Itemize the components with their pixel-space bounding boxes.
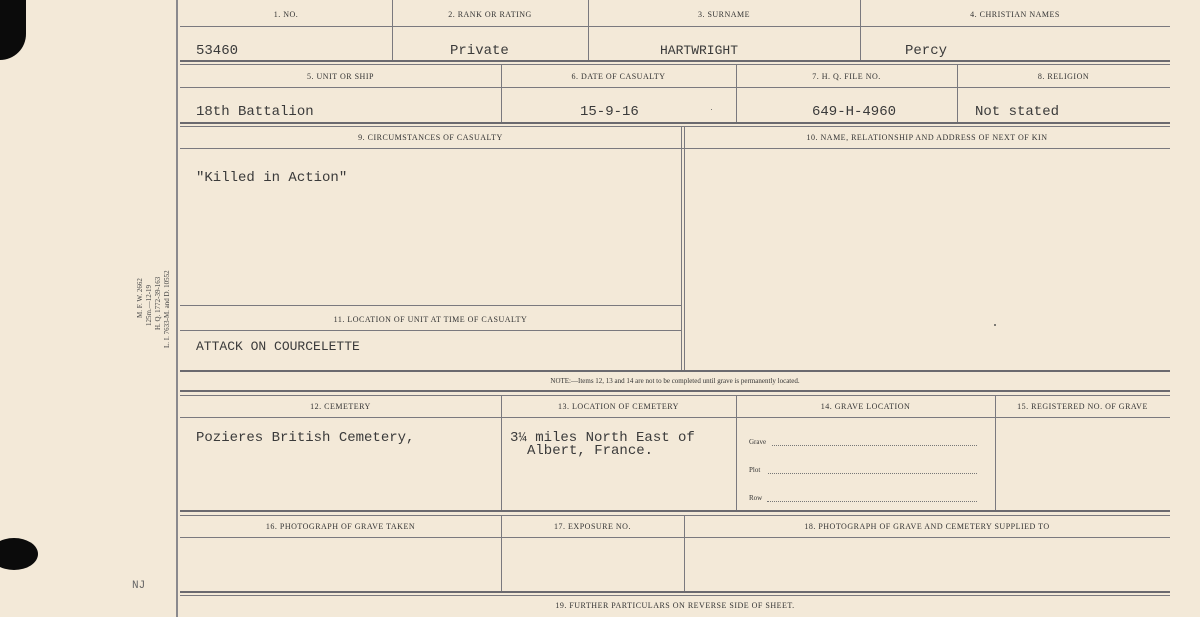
header-grave-location: 14. GRAVE LOCATION — [820, 402, 911, 411]
row-dotted-line — [767, 501, 977, 502]
religion-value: Not stated — [975, 104, 1060, 120]
divider — [736, 395, 737, 510]
header-location-cemetery: 13. LOCATION OF CEMETERY — [558, 402, 679, 411]
footer-text: 19. FURTHER PARTICULARS ON REVERSE SIDE OF SHEET. — [555, 601, 795, 610]
punch-hole-bottom — [0, 538, 38, 570]
divider — [180, 595, 1170, 596]
divider — [860, 0, 861, 60]
divider — [588, 0, 589, 60]
divider — [501, 395, 502, 510]
speck — [711, 109, 712, 110]
hq-file-value: 649-H-4960 — [812, 104, 897, 120]
divider — [180, 591, 1170, 593]
header-registered-no: 15. REGISTERED NO. OF GRAVE — [1017, 402, 1148, 411]
circumstances-value: "Killed in Action" — [196, 170, 348, 186]
divider — [995, 395, 996, 510]
plot-label: Plot — [749, 466, 761, 474]
header-location-unit: 11. LOCATION OF UNIT AT TIME OF CASUALTY — [333, 315, 528, 324]
divider — [180, 60, 1170, 62]
header-circumstances: 9. CIRCUMSTANCES OF CASUALTY — [358, 133, 503, 142]
plot-dotted-line — [768, 473, 977, 474]
side-print-line: H. Q. 1772-39-163 — [154, 276, 162, 330]
service-number: 53460 — [196, 43, 239, 59]
divider — [180, 370, 1170, 372]
header-hq-file: 7. H. Q. FILE NO. — [812, 72, 881, 81]
divider — [180, 148, 1170, 149]
cemetery-value: Pozieres British Cemetery, — [196, 430, 415, 446]
divider — [180, 537, 1170, 538]
header-cemetery: 12. CEMETERY — [310, 402, 371, 411]
grave-label: Grave — [749, 438, 767, 446]
date-value: 15-9-16 — [580, 104, 639, 120]
header-exposure-no: 17. EXPOSURE NO. — [554, 522, 631, 531]
header-rank: 2. RANK OR RATING — [448, 10, 532, 19]
divider — [180, 26, 1170, 27]
christian-names-value: Percy — [905, 43, 948, 59]
divider — [180, 395, 1170, 396]
divider — [681, 126, 682, 370]
divider — [180, 510, 1170, 512]
location-cemetery-line-2: Albert, France. — [527, 443, 654, 459]
header-surname: 3. SURNAME — [697, 10, 751, 19]
header-date: 6. DATE OF CASUALTY — [571, 72, 666, 81]
surname-value: HARTWRIGHT — [660, 43, 739, 58]
grave-dotted-line — [772, 445, 977, 446]
divider — [180, 390, 1170, 392]
header-photo-taken: 16. PHOTOGRAPH OF GRAVE TAKEN — [265, 522, 416, 531]
side-print-line: M. F. W. 2662 — [136, 278, 144, 318]
rank-value: Private — [450, 43, 509, 59]
divider — [180, 515, 1170, 516]
row-label: Row — [749, 494, 763, 502]
header-christian-names: 4. CHRISTIAN NAMES — [970, 10, 1060, 19]
punch-hole-top — [0, 0, 26, 60]
card-left-border — [176, 0, 178, 617]
header-unit: 5. UNIT OR SHIP — [307, 72, 374, 81]
initials: NJ — [132, 580, 146, 592]
unit-value: 18th Battalion — [196, 104, 314, 120]
header-religion: 8. RELIGION — [1037, 72, 1090, 81]
divider — [180, 126, 1170, 127]
divider — [392, 0, 393, 60]
side-print-line: 125m.—12-19 — [145, 284, 153, 326]
header-next-of-kin: 10. NAME, RELATIONSHIP AND ADDRESS OF NEXT OF KIN — [806, 133, 1048, 142]
divider — [180, 417, 1170, 418]
location-unit-value: ATTACK ON COURCELETTE — [196, 339, 360, 354]
location-cemetery-line-1: 3¼ miles North East of — [510, 430, 695, 446]
speck — [994, 324, 996, 326]
divider — [180, 87, 1170, 88]
divider — [180, 64, 1170, 65]
divider — [180, 305, 681, 306]
divider — [684, 126, 685, 370]
divider — [180, 122, 1170, 124]
header-number: 1. NO. — [273, 10, 299, 19]
divider — [180, 330, 681, 331]
note-text: NOTE:—Items 12, 13 and 14 are not to be completed until grave is permanently located. — [550, 377, 800, 385]
header-photo-supplied: 18. PHOTOGRAPH OF GRAVE AND CEMETERY SUPPLIED TO — [804, 522, 1050, 531]
side-print-line: L. I. 7633-M. and D. 10552 — [163, 270, 171, 348]
